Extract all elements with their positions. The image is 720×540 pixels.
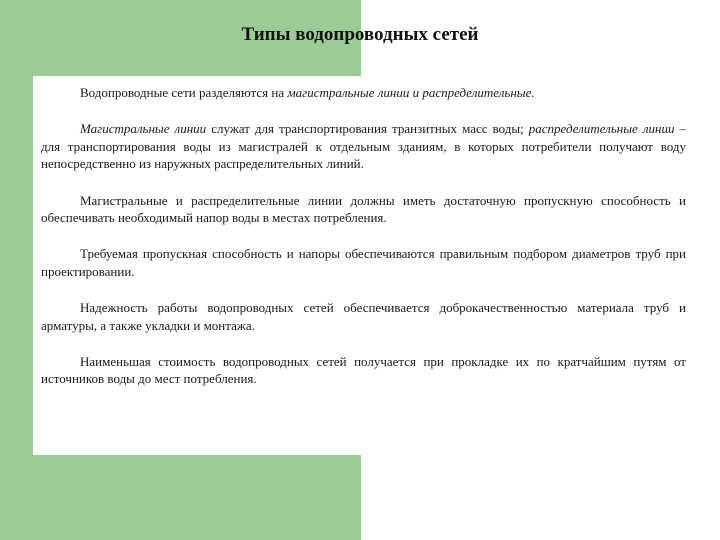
paragraph-cost: Наименьшая стоимость водопроводных сетей получается при прокладке их по кратчайшим путям от источников воды до мест потребления. <box>41 354 686 387</box>
paragraph-network-types <box>41 84 686 101</box>
paragraph-emphasis: Магистральные линии <box>80 121 207 137</box>
slide-title: Типы водопроводных сетей <box>241 24 479 45</box>
paragraph-emphasis: магистральные линии и распределительные. <box>287 85 535 100</box>
paragraph-reliability: Надежность работы водопроводных сетей обеспечивается доброкачественностью материала труб и арматуры, а также укладки и монтажа. <box>41 300 686 333</box>
paragraph-text: – для транспортирования воды из магистралей к отдельным зданиям, в которых потребители получают воду непосредственно из наружных распределительных линий. <box>41 121 686 172</box>
paragraph-line-purposes <box>41 120 686 172</box>
paragraph-text: служат для транспортирования транзитных масс воды; <box>206 121 529 137</box>
paragraph-text: Водопроводные сети разделяются на <box>80 85 288 100</box>
paragraph-capacity-requirements: Магистральные и распределительные линии должны иметь достаточную пропускную способность и обеспечивать необходимый напор воды в местах потребления. <box>41 192 686 226</box>
paragraph-emphasis: распределительные линии <box>528 121 675 137</box>
text-panel <box>33 76 694 455</box>
paragraph-pipe-sizing: Требуемая пропускная способность и напоры обеспечиваются правильным подбором диаметров труб при проектировании. <box>41 246 686 279</box>
